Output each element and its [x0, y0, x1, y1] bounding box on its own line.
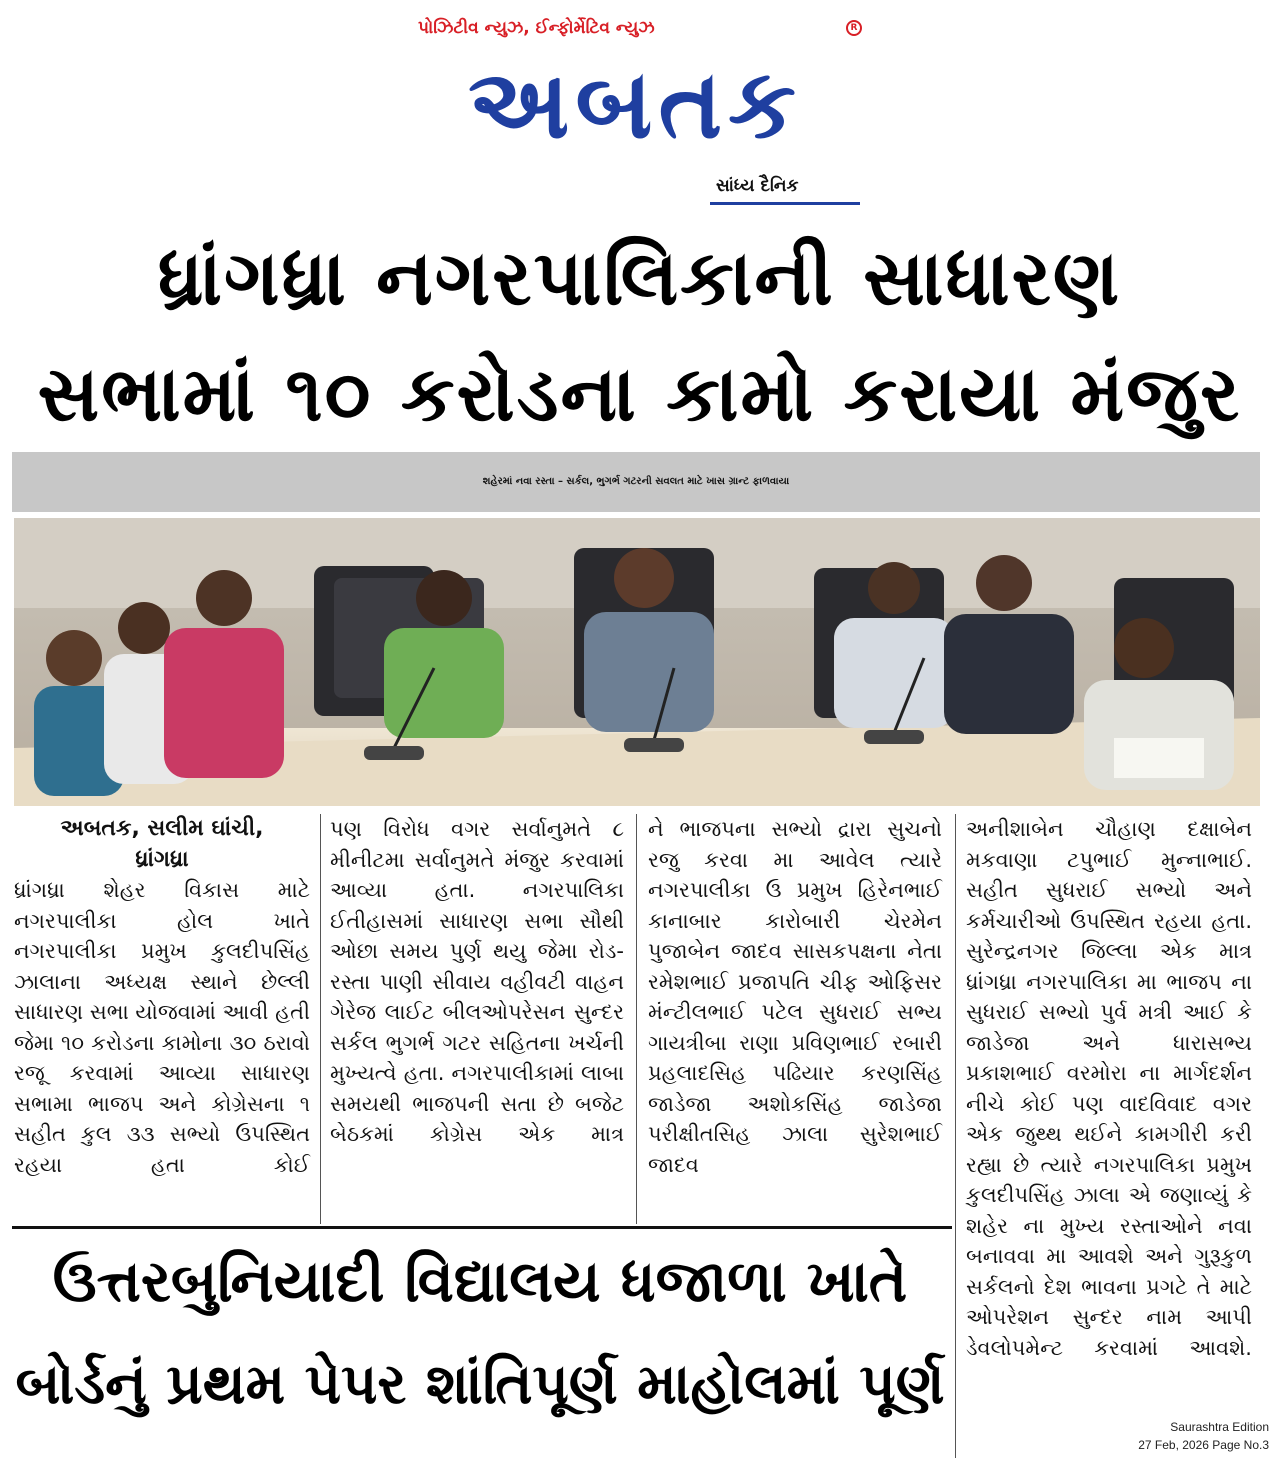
article-text-column-3: ને ભાજપના સભ્યો દ્રારા સુચનો રજુ કરવા મા આવેલ ત્યારે નગરપાલીકા ઉ પ્રમુખ હિરેનભાઈ કાનાબાર કારોબારી ચેરમેન પુજાબેન જાદવ સાસકપક્ષના નેતા રમેશભાઈ પ્રજાપતિ ચીફ ઓફિસર મંન્ટીલભાઈ પટેલ સુધરાઈ સભ્ય ગાયત્રીબા રાણા પ્રવિણભાઈ રબારી પ્રહલાદસિહ પઢિયાર કરણસિંહ જાડેજા અશોકસિંહ જાડેજા પરીક્ષીતસિહ ઝાલા સુરેશભાઈ જાદવ	[648, 817, 942, 1177]
main-headline-line2: સભામાં ૧૦ કરોડના કામો કરાયા મંજુર	[37, 349, 1242, 438]
edition-type: સાંધ્ય દૈનિક	[716, 176, 799, 196]
second-story-headline-line1: ઉત્તરબુનિયાદી વિદ્યાલય ધજાળા ખાતે	[52, 1247, 908, 1315]
tagline: પોઝિટીવ ન્યુઝ, ઈન્ફોર્મેટિવ ન્યુઝ	[418, 18, 655, 38]
registered-mark-icon: R	[846, 20, 862, 36]
main-headline-line1: ધ્રાંગધ્રા નગરપાલિકાની સાધારણ	[157, 233, 1122, 322]
second-story-headline-line2: બોર્ડનું પ્રથમ પેપર શાંતિપૂર્ણ માહોલમાં પૂર્ણ	[15, 1352, 945, 1417]
column-divider	[636, 814, 637, 1224]
article-text-column-1: ધ્રાંગધ્રા શેહર વિકાસ માટે નગરપાલીકા હોલ ખાતે નગરપાલીકા પ્રમુખ કુલદીપસિંહ ઝાલાના અધ્યક્ષ સ્થાને છેલ્લી સાધારણ સભા યોજવામાં આવી હતી જેમા ૧૦ કરોડના કામોના ૩૦ ઠરાવો રજૂ કરવામાં આવ્યા સાધારણ સભામા ભાજપ અને કોગ્રેસના ૧ સહીત કુલ ૩૩ સભ્યો ઉપસ્થિત રહયા હતા કોઈ	[14, 878, 310, 1177]
article-text-column-2: પણ વિરોધ વગર સર્વાનુમતે ૮ મીનીટમા સર્વાનુમતે મંજુર કરવામાં આવ્યા હતા. નગરપાલિકા ઈતીહાસમાં સાધારણ સભા સૌથી ઓછા સમય પુર્ણ થયુ જેમા રોડ-રસ્તા પાણી સીવાય વહીવટી વાહન ગેરેજ લાઈટ બીલઓપરેસન સુન્દર સર્કલ ભુગર્ભ ગટર સહિતના ખર્ચની મુખ્યત્વે હતા. નગરપાલીકામાં લાબા સમયથી ભાજપની સતા છે બજેટ બેઠકમાં કોગ્રેસ એક માત્ર	[330, 817, 624, 1146]
edition-rule	[710, 202, 860, 205]
subheadline: શહેરમાં નવા રસ્તા – સર્કલ, ભુગર્ભ ગટરની સવલત માટે ખાસ ગ્રાન્ટ ફાળવાયા	[482, 476, 790, 487]
article-column-2	[330, 814, 624, 1150]
date-page-label: 27 Feb, 2026 Page No.3	[1138, 1438, 1269, 1452]
section-divider	[12, 1226, 952, 1229]
article-column-3	[648, 814, 942, 1180]
article-column-4	[966, 814, 1252, 1363]
column-divider	[320, 814, 321, 1224]
newspaper-logo: અબતક	[468, 48, 802, 160]
edition-label: Saurashtra Edition	[1170, 1420, 1269, 1434]
column-divider	[955, 814, 956, 1458]
meeting-photo	[14, 518, 1260, 806]
article-text-column-4: અનીશાબેન ચૌહાણ દક્ષાબેન મકવાણા ટપુભાઈ મુન્નાભાઈ. સહીત સુધરાઈ સભ્યો અને કર્મચારીઓ ઉપસ્થિત રહયા હતા. સુરેન્દ્રનગર જિલ્લા એક માત્ર ધ્રાંગધ્રા નગરપાલિકા મા ભાજપ ના સુધરાઈ સભ્યો પુર્વ મત્રી આઈ કે જાડેજા અને ધારાસભ્ય પ્રકાશભાઈ વરમોરા ના માર્ગદર્શન નીચે કોઈ પણ વાદવિવાદ વગર એક જુથ્થ થઈને કામગીરી કરી રહ્યા છે ત્યારે નગરપાલિકા પ્રમુખ કુલદીપસિંહ ઝાલા એ જણાવ્યું કે શહેર ના મુખ્ય રસ્તાઓને નવા બનાવવા મા આવશે અને ગુરૂકુળ સર્કલનો દેશ ભાવના પ્રગટે તે માટે ઓપરેશન સુન્દર નામ આપી ડેવલોપમેન્ટ કરવામાં આવશે.	[966, 817, 1252, 1360]
article-column-1	[14, 814, 310, 1180]
page-footer	[1138, 1418, 1269, 1454]
byline-line2: ધ્રાંગધ્રા	[135, 846, 189, 872]
masthead	[410, 14, 870, 204]
byline-line1: અબતક, સલીમ ઘાંચી,	[60, 816, 264, 841]
